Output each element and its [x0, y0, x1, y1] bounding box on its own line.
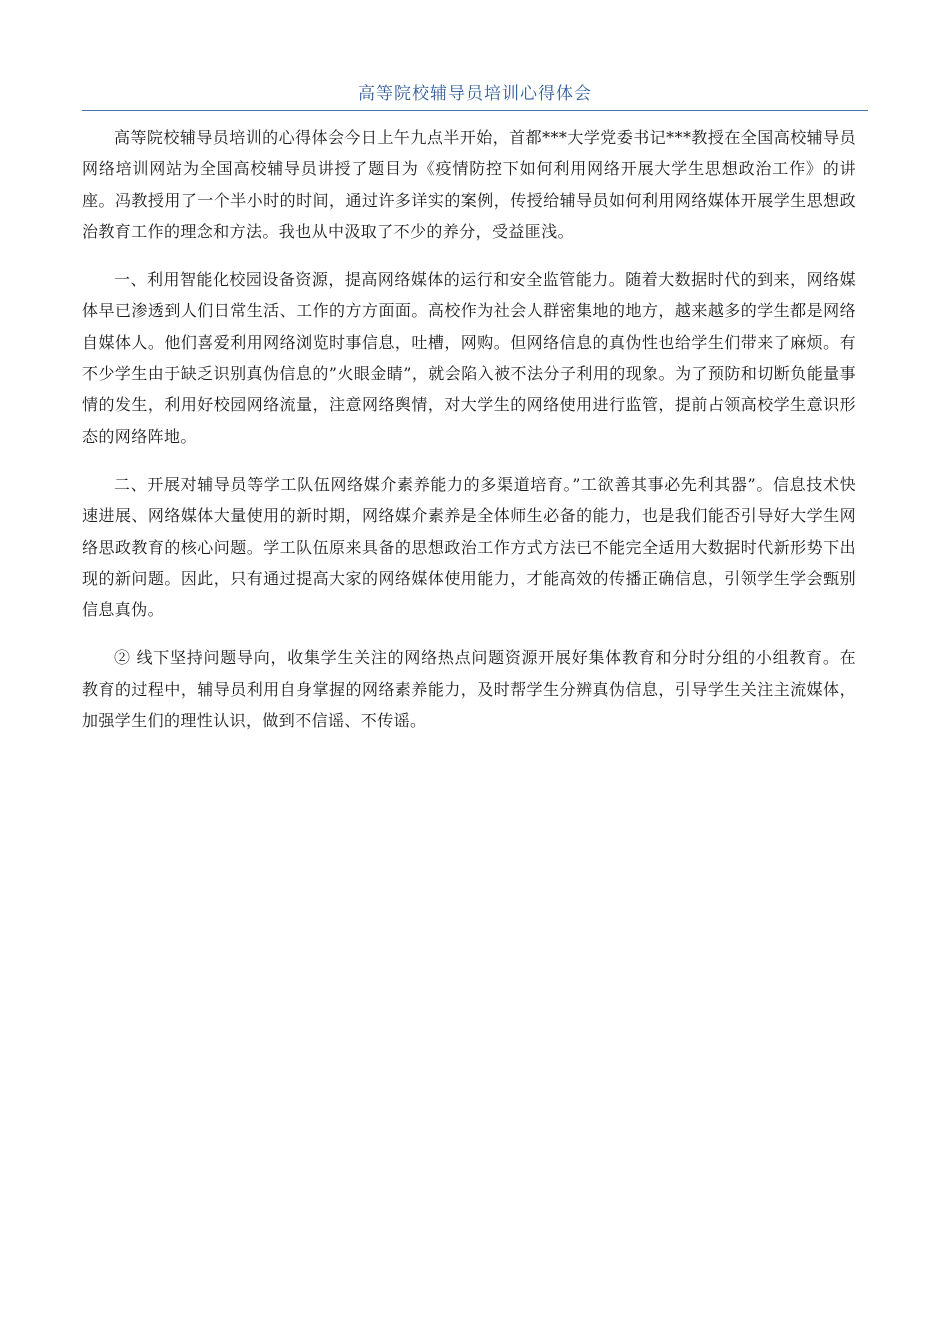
paragraph-point-offline: ② 线下坚持问题导向，收集学生关注的网络热点问题资源开展好集体教育和分时分组的小组教育。在教育的过程中，辅导员利用自身掌握的网络素养能力，及时帮学生分辨真伪信息，引导学生关注主流媒体，加强学生们的理性认识，做到不信谣、不传谣。 — [82, 648, 856, 731]
header-title: 高等院校辅导员培训心得体会 — [358, 84, 592, 104]
paragraph-intro: 高等院校辅导员培训的心得体会今日上午九点半开始，首都***大学党委书记***教授在全国高校辅导员网络培训网站为全国高校辅导员讲授了题目为《疫情防控下如何利用网络开展大学生思想政治工作》的讲座。冯教授用了一个半小时的时间，通过许多详实的案例，传授给辅导员如何利用网络媒体开展学生思想政治教育工作的理念和方法。我也从中汲取了不少的养分，受益匪浅。 — [82, 128, 856, 241]
page-header — [82, 78, 868, 111]
paragraph-point-one: 一、利用智能化校园设备资源，提高网络媒体的运行和安全监管能力。随着大数据时代的到来，网络媒体早已渗透到人们日常生活、工作的方方面面。高校作为社会人群密集地的地方，越来越多的学生都是网络自媒体人。他们喜爱利用网络浏览时事信息，吐槽，网购。但网络信息的真伪性也给学生们带来了麻烦。有不少学生由于缺乏识别真伪信息的”火眼金睛”，就会陷入被不法分子利用的现象。为了预防和切断负能量事情的发生，利用好校园网络流量，注意网络舆情，对大学生的网络使用进行监管，提前占领高校学生意识形态的网络阵地。 — [82, 270, 856, 446]
paragraph-point-two: 二、开展对辅导员等学工队伍网络媒介素养能力的多渠道培育。”工欲善其事必先利其器”。信息技术快速进展、网络媒体大量使用的新时期，网络媒介素养是全体师生必备的能力，也是我们能否引导好大学生网络思政教育的核心问题。学工队伍原来具备的思想政治工作方式方法已不能完全适用大数据时代新形势下出现的新问题。因此，只有通过提高大家的网络媒体使用能力，才能高效的传播正确信息，引领学生学会甄别信息真伪。 — [82, 474, 856, 620]
document-body — [82, 122, 856, 753]
